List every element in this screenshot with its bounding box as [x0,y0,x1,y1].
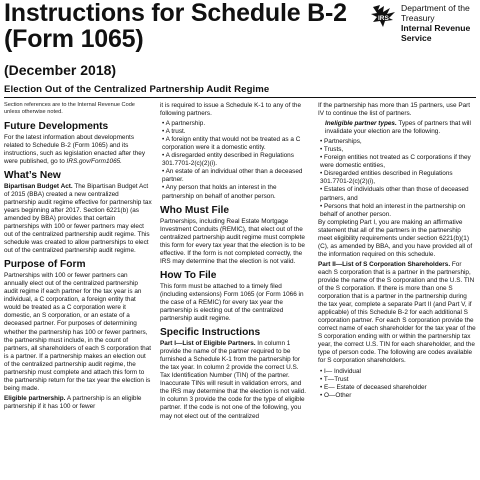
list-item: • An estate of an individual other than a deceased partner. [162,168,303,184]
heading-whats-new: What’s New [4,169,61,181]
column-3-intro: If the partnership has more than 15 partners, use Part IV to continue the list of partners. [318,102,471,118]
list-item: • E— Estate of deceased shareholder [320,383,427,391]
list-item: • A partnership. [162,120,206,128]
page-title [4,0,347,52]
affirmative-statement-text: By completing Part I, you are making an affirmative statement that all of the partners in the partnership meet eligibility requirements under section 6221(b)(1)(C), as amended by BBA, and you have provided all of the information required on this schedule. [318,218,473,258]
column-2-intro: it is required to issue a Schedule K-1 to any of the following partners. [160,102,302,118]
header-divider [4,97,476,98]
agency-line-1: Department of the Treasury [401,3,470,23]
svg-text:IRS: IRS [378,15,389,22]
future-developments-text: For the latest information about developments related to Schedule B-2 (Form 1065) and its instructions, such as legislation enacted after they were published, go to IRS.gov/Form1065. [4,133,146,165]
list-item: • Partnerships, [320,138,362,146]
ineligible-partner-types-text: Ineligible partner types. Types of partners that will invalidate your election are the following. [325,120,471,136]
who-must-file-text: Partnerships, including Real Estate Mortgage Investment Conduits (REMIC), that elect out of the centralized partnership audit regime must complete this form for every tax year that the election is to be effective. If the form is not completed correctly, the IRS may determine that the election is not valid. [160,217,305,265]
list-item: • A trust. [162,128,186,136]
irs-form-link[interactable]: IRS.gov/Form1065. [66,157,122,165]
section-reference-note: Section references are to the Internal Revenue Code unless otherwise noted. [4,102,135,115]
whats-new-text: Bipartisan Budget Act. The Bipartisan Budget Act of 2015 (BBA) created a new centralized partnership audit regime effective for partnership tax years beginning after 2017. Section 6221(b) (as amended by BBA) provides that certain partnerships with 100 or fewer partners may elect out of the centralized partnership audit regime. This schedule was created to allow partnerships to elect out of the centralized partnership audit regime. [4,182,152,255]
list-item: • Foreign entities not treated as C corporations if they were domestic entities, [320,154,471,170]
agency-block [401,3,480,43]
list-item: • A foreign entity that would not be treated as a C corporation were it a domestic entity. [162,136,301,152]
how-to-file-text: This form must be attached to a timely filed (including extensions) Form 1065 (or Form 1066 in the case of a REMIC) for every tax year the partnership is electing out of the centralized partnership audit regime. [160,282,304,323]
purpose-text: Partnerships with 100 or fewer partners can annually elect out of the centralized partnership audit regime if each partner for the tax year is an individual, a C corporation, a foreign entity that would be treated as a C corporation were it domestic, an S corporation, or an estate of a deceased partner. For purposes of determining whether the partnership has 100 or fewer partners, the partnership must include, in the count of partners, all shareholders of each S corporation that is a partner. If a partnership makes an election out of the centralized partnership audit regime, the partnership must complete and attach this form to the partnership return for the tax year the election is being made. [4,272,152,392]
list-item: • O—Other [320,391,352,399]
column-3 [318,102,476,400]
heading-who-must-file: Who Must File [160,204,230,216]
list-item: • Any person that holds an interest in the partnership on behalf of another person. [162,184,277,200]
list-item: • Persons that hold an interest in the partnership on behalf of another person. [320,202,466,218]
revision-date: (December 2018) [4,62,117,78]
title-line-1: Instructions for Schedule B-2 [4,0,347,27]
list-item: • Estates of individuals other than those of deceased partners, and [320,186,469,202]
irs-eagle-logo-icon [369,4,397,28]
agency-line-2: Internal Revenue Service [401,23,471,43]
page-subtitle: Election Out of the Centralized Partnership Audit Regime [4,84,270,95]
heading-purpose-of-form: Purpose of Form [4,259,86,271]
list-item: • I— Individual [320,367,361,375]
list-item: • Disregarded entities described in Regulations 301.7701-2(c)(2)(i), [320,170,453,186]
part-1-text: Part I—List of Eligible Partners. In column 1 provide the name of the partner required to be furnished a Schedule K-1 from the partnership for the tax year. In column 2 provide the correct U.S. Tax Identification Number (TIN) of the partner. Inaccurate TINs will result in validation errors, and the IRS may determine that the election is not valid. In column 3 provide the code for the type of eligible partner. If the code is not one of the following, you may not elect out of the centralized [160,340,306,420]
heading-future-developments: Future Developments [4,120,109,132]
column-2 [160,102,310,423]
part-2-text: Part II—List of S Corporation Shareholders. For each S corporation that is a partner in the partnership, provide the name of the S corporation and the U.S. TIN of the S corporation. If there is more than one S corporation that is a partner in the partnership during the tax year, complete a separate Part II (and Part V, if applicable) of this Schedule B-2 for each additional S corporation partner. For each S corporation provide the correct name of each shareholder for the tax year of the S corporation ending with or within the partnership tax year, the correct U.S. TIN for each shareholder, and the type of person code. The following are codes available for S corporation shareholders. [318,260,476,365]
heading-how-to-file: How To File [160,269,217,281]
column-1 [4,102,152,413]
heading-specific-instructions: Specific Instructions [160,327,261,339]
list-item: • T—Trust [320,375,349,383]
list-item: • Trusts, [320,146,344,154]
title-line-2: (Form 1065) [4,25,144,53]
eligible-partnership-text: Eligible partnership. A partnership is an eligible partnership if it has 100 or fewer [4,394,142,410]
list-item: • A disregarded entity described in Regulations 301.7701-2(c)(2)(i). [162,152,294,168]
